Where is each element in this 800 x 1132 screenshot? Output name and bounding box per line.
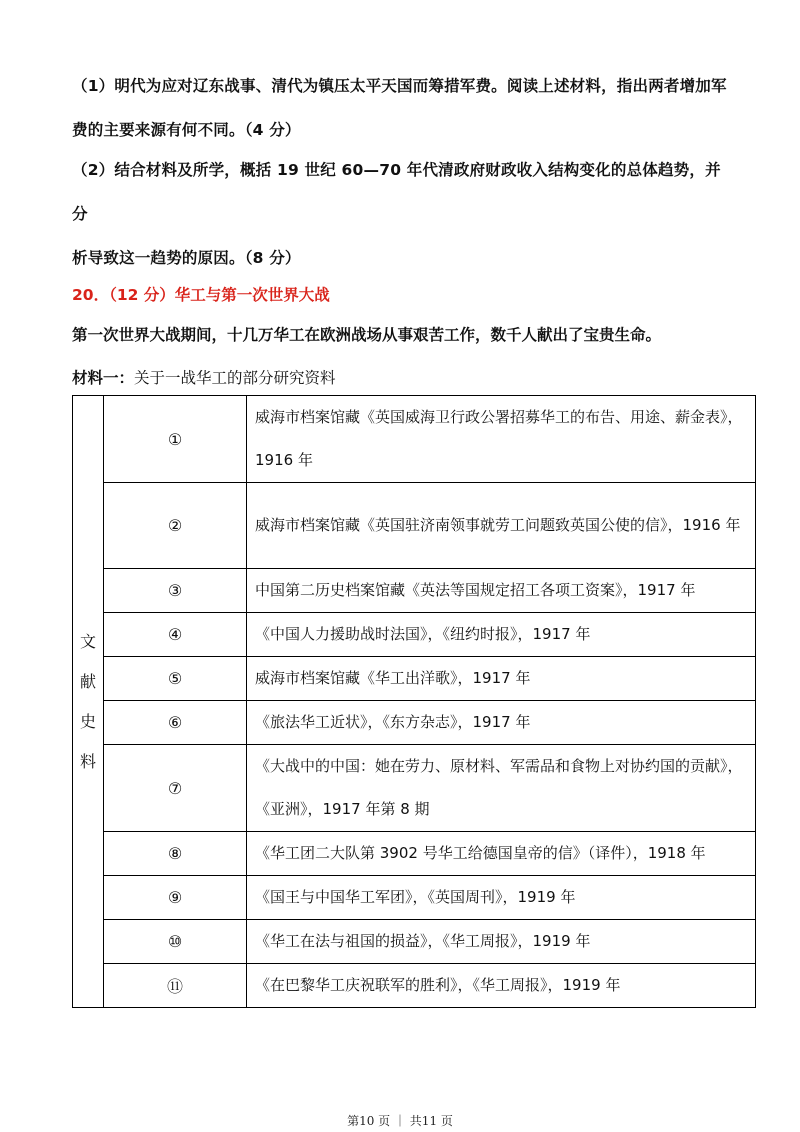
material-one-label: 材料一： — [72, 369, 135, 387]
table-row — [73, 832, 756, 876]
category-char: 料 — [79, 751, 96, 771]
question-20-intro: 第一次世界大战期间，十几万华工在欧洲战场从事艰苦工作，数千人献出了宝贵生命。 — [72, 326, 662, 344]
question-1-line1: （1）明代为应对辽东战事、清代为镇压太平天国而筹措军费。阅读上述材料，指出两者增加军 — [72, 77, 727, 95]
category-char: 文 — [79, 631, 96, 651]
category-char: 献 — [79, 671, 96, 691]
row-number: ⑤ — [104, 657, 247, 701]
row-description: 《旅法华工近状》，《东方杂志》，1917 年 — [247, 701, 756, 745]
category-cell — [73, 396, 104, 1008]
table-row — [73, 396, 756, 483]
table-row — [73, 657, 756, 701]
question-1-line2: 费的主要来源有何不同。（4 分） — [72, 121, 301, 139]
table-row — [73, 920, 756, 964]
table-row — [73, 613, 756, 657]
row-number: ⑪ — [104, 964, 247, 1008]
question-1 — [72, 64, 732, 152]
row-description: 《在巴黎华工庆祝联军的胜利》，《华工周报》，1919 年 — [247, 964, 756, 1008]
row-number: ⑥ — [104, 701, 247, 745]
category-char: 史 — [79, 711, 96, 731]
source-table — [72, 395, 756, 1008]
row-description: 《大战中的中国：她在劳力、原材料、军需品和食物上对协约国的贡献》，《亚洲》，1917 年第 8 期 — [247, 745, 756, 832]
table-row — [73, 701, 756, 745]
table-row — [73, 964, 756, 1008]
material-one-text: 关于一战华工的部分研究资料 — [134, 369, 336, 387]
row-number: ⑩ — [104, 920, 247, 964]
row-number: ④ — [104, 613, 247, 657]
question-2-line2: 析导致这一趋势的原因。（8 分） — [72, 249, 301, 267]
row-description: 威海市档案馆藏《英国驻济南领事就劳工问题致英国公使的信》，1916 年 — [247, 483, 756, 569]
row-number: ⑨ — [104, 876, 247, 920]
question-20-title: 20．（12 分）华工与第一次世界大战 — [72, 286, 330, 304]
row-description: 中国第二历史档案馆藏《英法等国规定招工各项工资案》，1917 年 — [247, 569, 756, 613]
row-description: 威海市档案馆藏《华工出洋歌》，1917 年 — [247, 657, 756, 701]
row-description: 《华工在法与祖国的损益》，《华工周报》，1919 年 — [247, 920, 756, 964]
row-number: ⑦ — [104, 745, 247, 832]
material-one-heading — [72, 365, 336, 391]
row-description: 威海市档案馆藏《英国威海卫行政公署招募华工的布告、用途、薪金表》，1916 年 — [247, 396, 756, 483]
row-number: ③ — [104, 569, 247, 613]
table-row — [73, 483, 756, 569]
question-2 — [72, 148, 732, 280]
row-number: ⑧ — [104, 832, 247, 876]
question-2-line1: （2）结合材料及所学，概括 19 世纪 60—70 年代清政府财政收入结构变化的总体趋势，并分 — [72, 161, 721, 223]
row-number: ② — [104, 483, 247, 569]
row-description: 《国王与中国华工军团》，《英国周刊》，1919 年 — [247, 876, 756, 920]
row-description: 《华工团二大队第 3902 号华工给德国皇帝的信》（译件），1918 年 — [247, 832, 756, 876]
row-description: 《中国人力援助战时法国》，《纽约时报》，1917 年 — [247, 613, 756, 657]
page-footer: 第10 页 ｜ 共11 页 — [347, 1114, 453, 1128]
table-row — [73, 569, 756, 613]
table-row — [73, 745, 756, 832]
row-number: ① — [104, 396, 247, 483]
table-row — [73, 876, 756, 920]
